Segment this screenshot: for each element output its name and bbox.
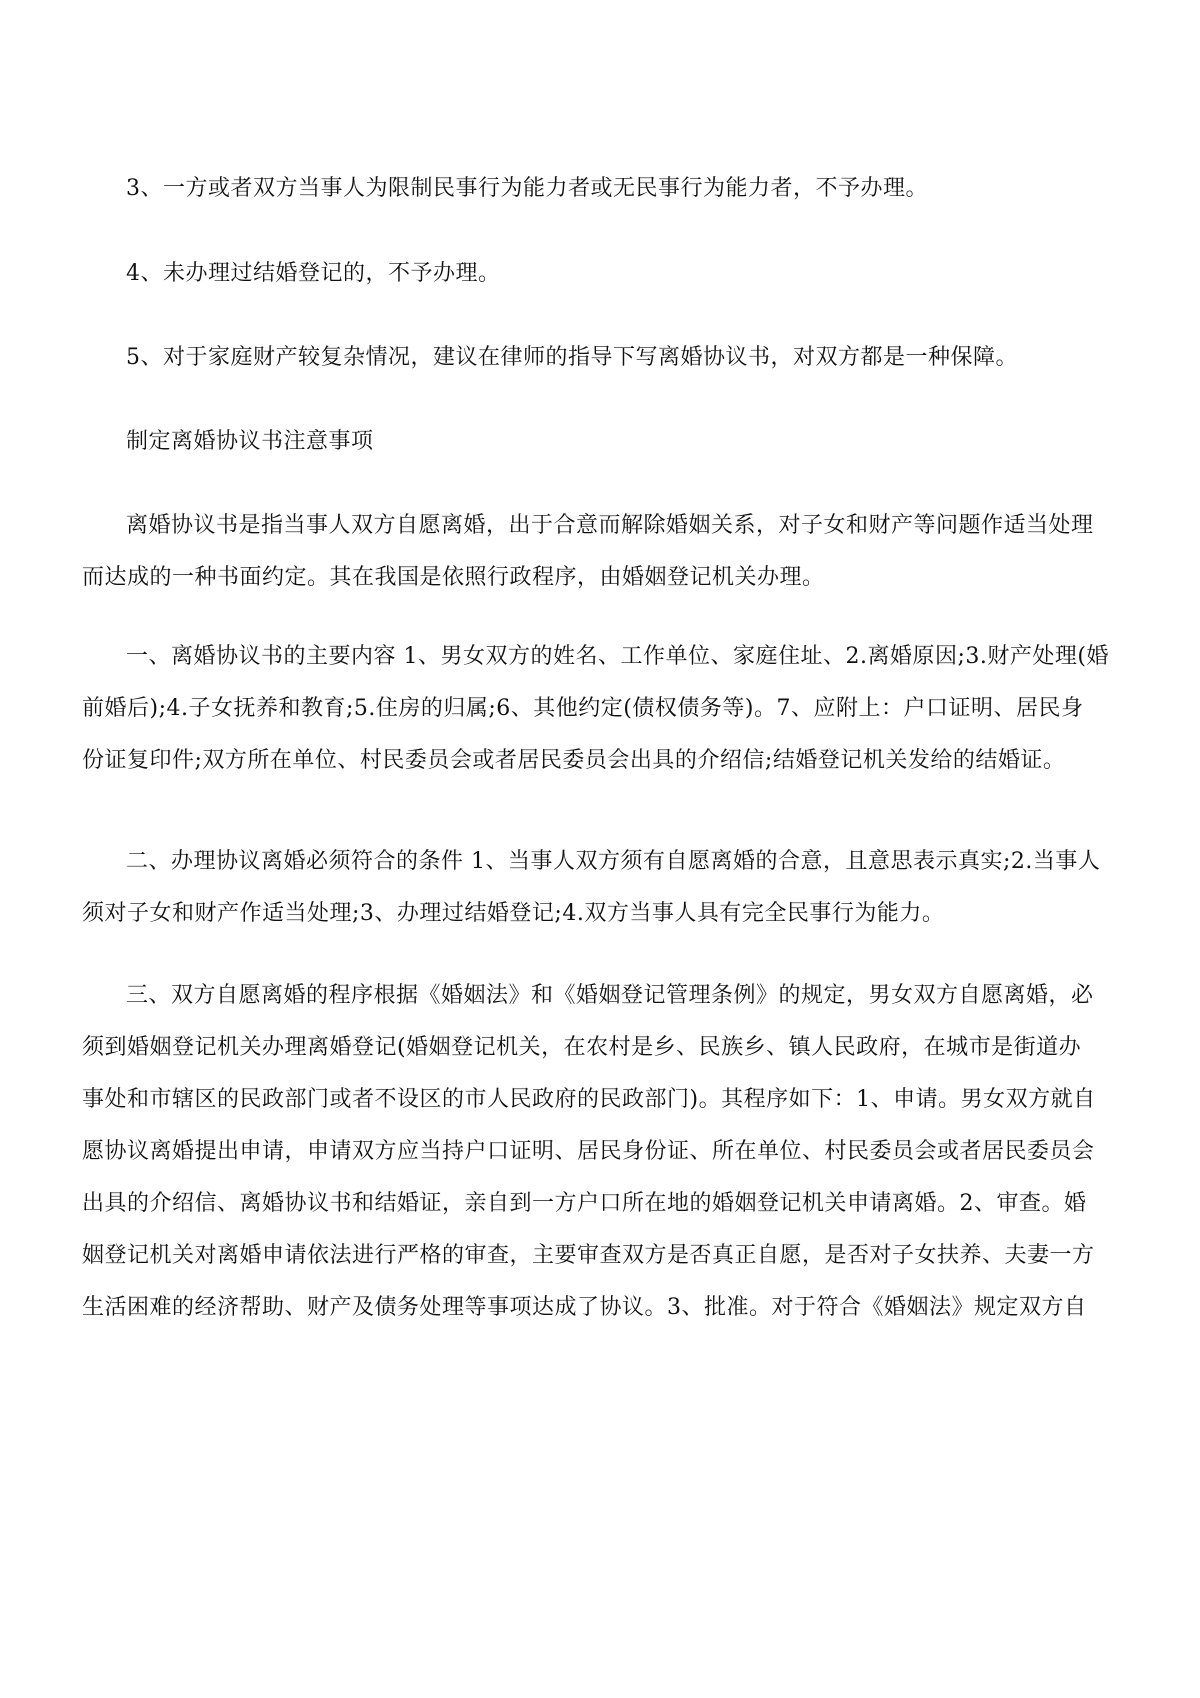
paragraph-item-4 (82, 255, 1144, 292)
text-line: 一、离婚协议书的主要内容 1、男女双方的姓名、工作单位、家庭住址、2.离婚原因;3.财产处理(婚 (126, 644, 1109, 669)
text-line: 前婚后);4.子女抚养和教育;5.住房的归属;6、其他约定(债权债务等)。7、应附上：户口证明、居民身 (82, 696, 1084, 721)
paragraph-conditions (82, 843, 1144, 932)
text-line: 4、未办理过结婚登记的，不予办理。 (126, 261, 501, 286)
text-line: 而达成的一种书面约定。其在我国是依照行政程序，由婚姻登记机关办理。 (82, 565, 825, 590)
text-line: 离婚协议书是指当事人双方自愿离婚，出于合意而解除婚姻关系，对子女和财产等问题作适当处理 (126, 513, 1094, 538)
text-line: 制定离婚协议书注意事项 (126, 429, 374, 454)
paragraph-main-content (82, 638, 1144, 779)
text-line: 二、办理协议离婚必须符合的条件 1、当事人双方须有自愿离婚的合意，且意思表示真实;2.当事人 (126, 849, 1101, 874)
paragraph-item-3 (82, 170, 1144, 207)
paragraph-procedure (82, 977, 1144, 1326)
text-line: 生活困难的经济帮助、财产及债务处理等事项达成了协议。3、批准。对于符合《婚姻法》规定双方自 (82, 1295, 1087, 1320)
text-line: 事处和市辖区的民政部门或者不设区的市人民政府的民政部门)。其程序如下：1、申请。男女双方就自 (82, 1087, 1096, 1112)
text-line: 5、对于家庭财产较复杂情况，建议在律师的指导下写离婚协议书，对双方都是一种保障。 (126, 345, 1019, 370)
text-line: 份证复印件;双方所在单位、村民委员会或者居民委员会出具的介绍信;结婚登记机关发给的结婚证。 (82, 748, 1066, 773)
text-line: 须到婚姻登记机关办理离婚登记(婚姻登记机关，在农村是乡、民族乡、镇人民政府，在城市是街道办 (82, 1035, 1082, 1060)
paragraph-definition (82, 507, 1144, 596)
text-line: 愿协议离婚提出申请，申请双方应当持户口证明、居民身份证、所在单位、村民委员会或者居民委员会 (82, 1139, 1095, 1164)
text-line: 出具的介绍信、离婚协议书和结婚证，亲自到一方户口所在地的婚姻登记机关申请离婚。2、审查。婚 (82, 1191, 1087, 1216)
section-heading (82, 423, 1144, 460)
text-line: 三、双方自愿离婚的程序根据《婚姻法》和《婚姻登记管理条例》的规定，男女双方自愿离婚，必 (126, 983, 1094, 1008)
text-line: 须对子女和财产作适当处理;3、办理过结婚登记;4.双方当事人具有完全民事行为能力。 (82, 901, 945, 926)
text-line: 3、一方或者双方当事人为限制民事行为能力者或无民事行为能力者，不予办理。 (126, 176, 928, 201)
paragraph-item-5 (82, 339, 1144, 376)
text-line: 姻登记机关对离婚申请依法进行严格的审查，主要审查双方是否真正自愿，是否对子女扶养、夫妻一方 (82, 1243, 1095, 1268)
